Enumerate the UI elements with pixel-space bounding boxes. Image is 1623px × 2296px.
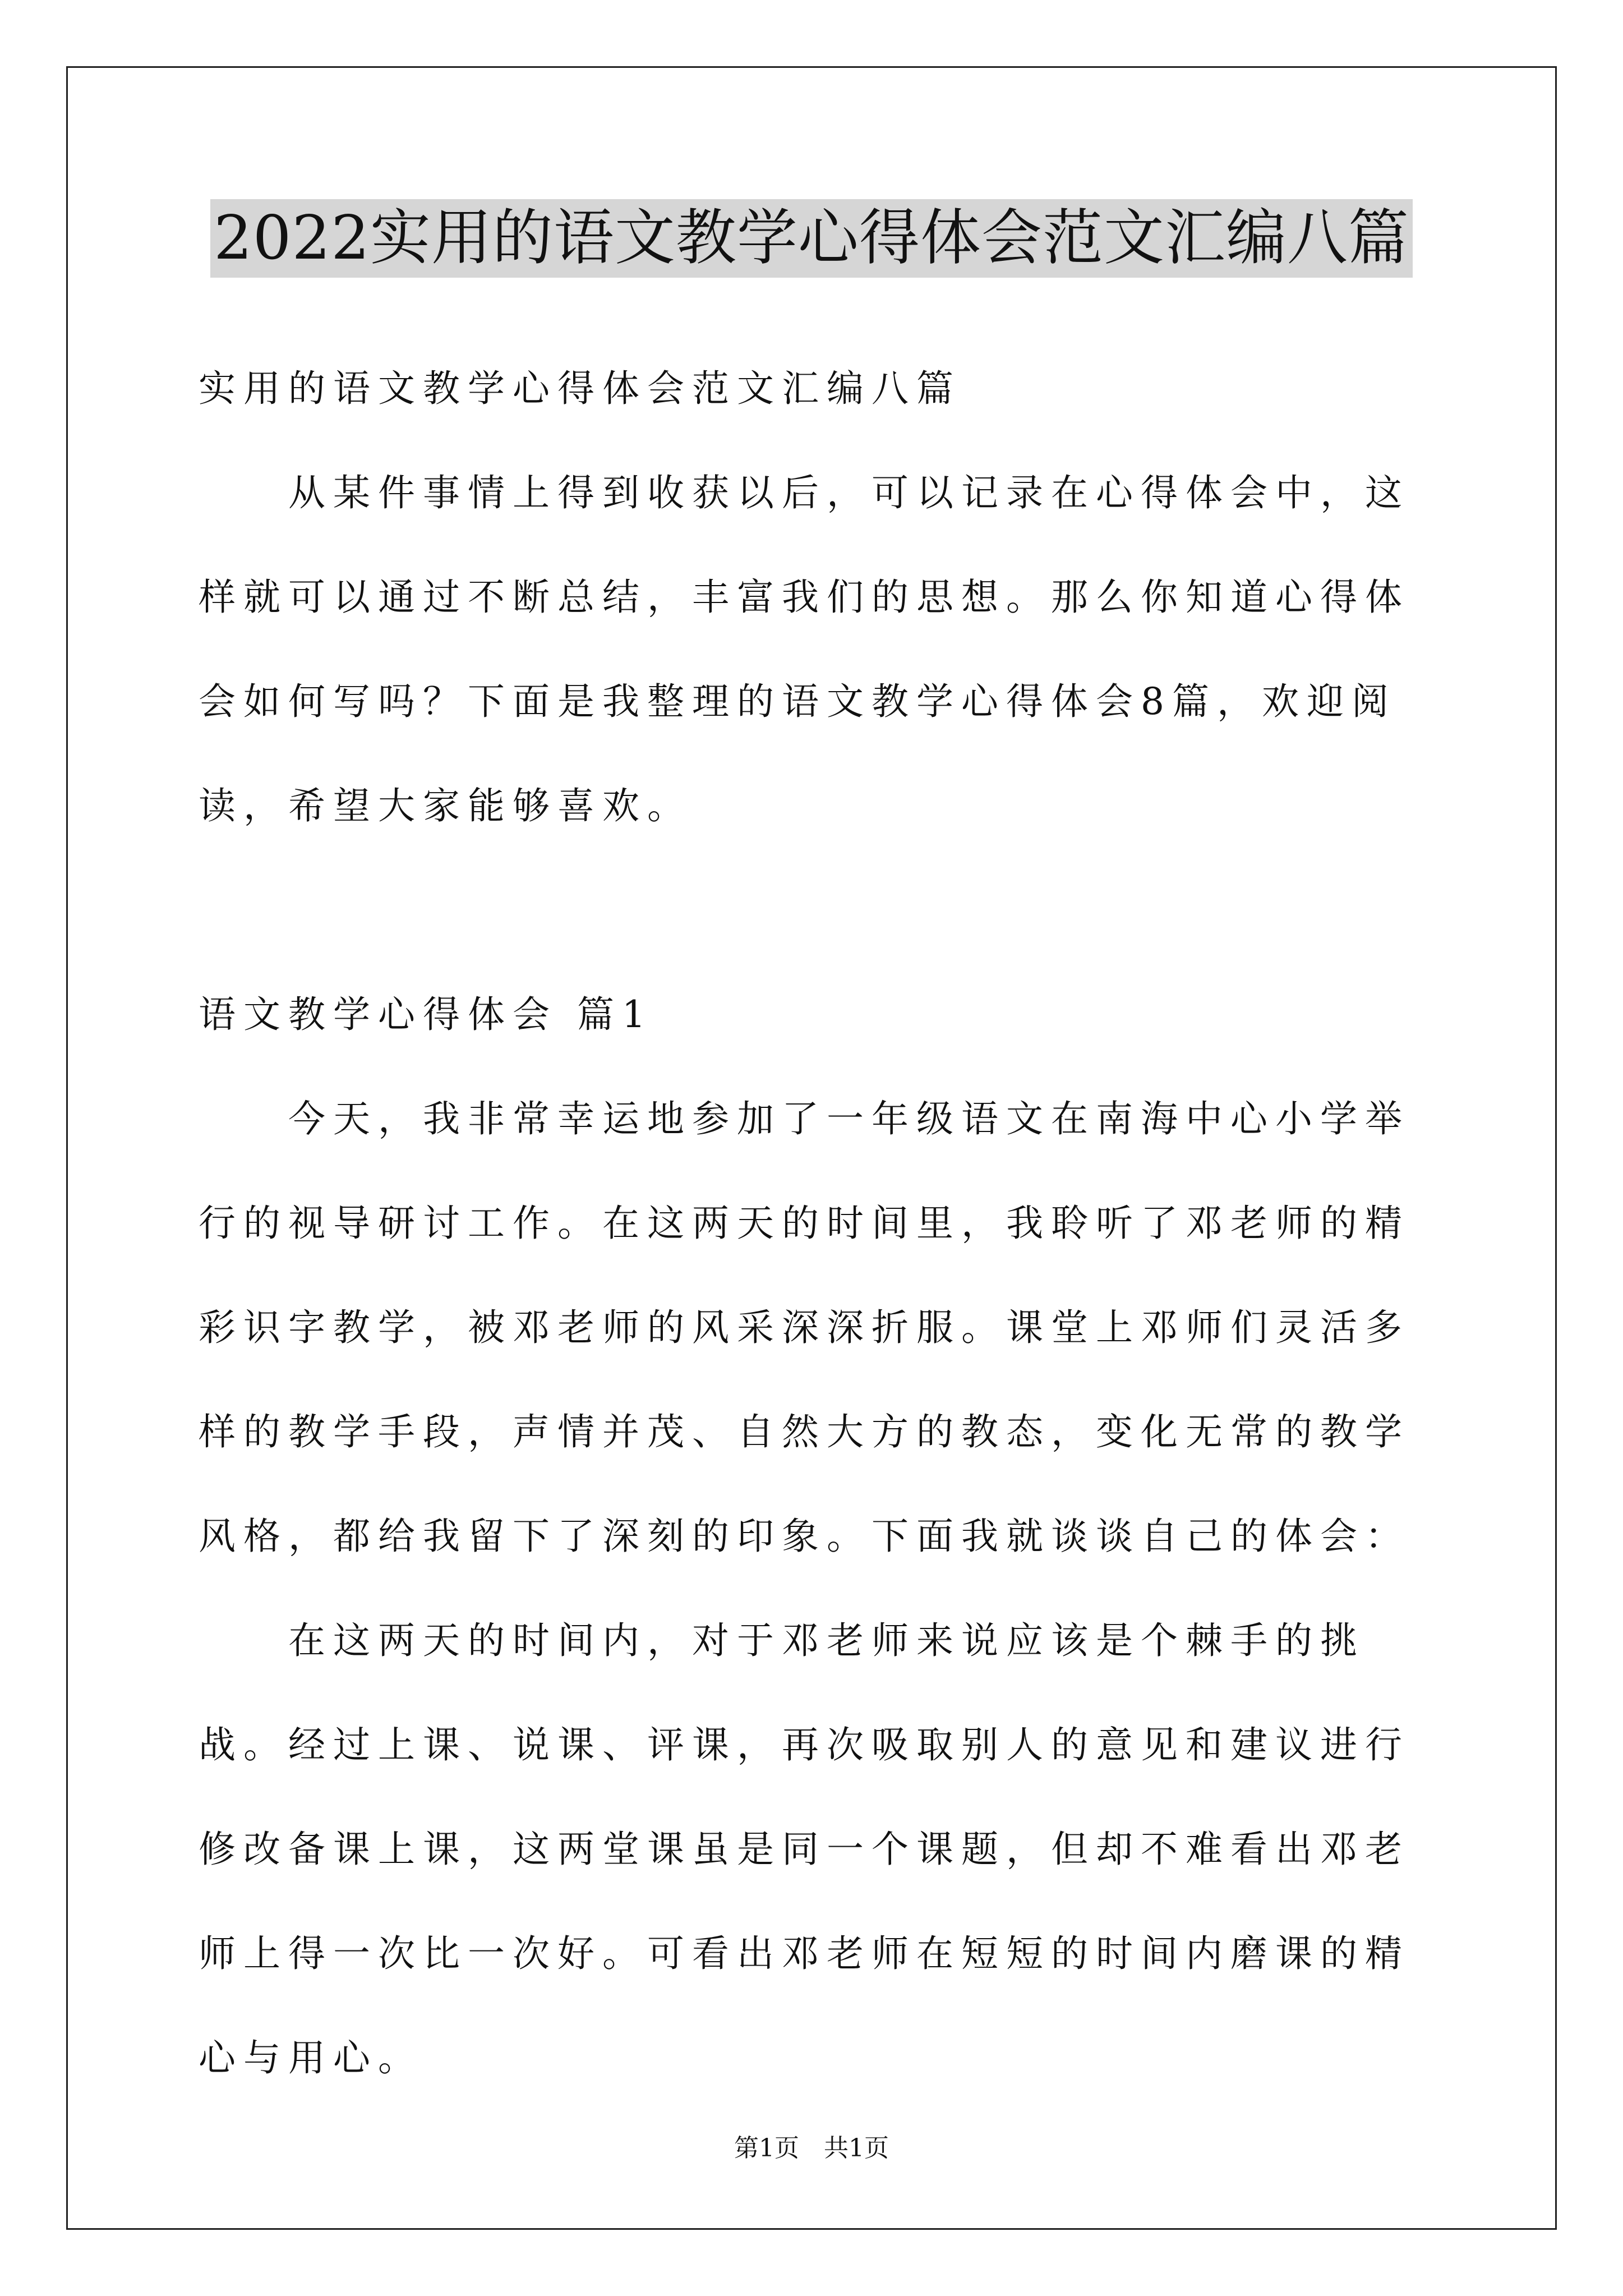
body-paragraph-2: 在这两天的时间内，对于邓老师来说应该是个棘手的挑战。经过上课、说课、评课，再次吸取别人的意见和建议进行修改备课上课，这两堂课虽是同一个课题，但却不难看出邓老师上得一次比一次好。可看出邓老师在短短的时间内磨课的精心与用心。 [199,1619,1410,2079]
intro-paragraph: 从某件事情上得到收获以后，可以记录在心得体会中，这样就可以通过不断总结，丰富我们的思想。那么你知道心得体会如何写吗？下面是我整理的语文教学心得体会8篇，欢迎阅读，希望大家能够喜欢。 [199,471,1410,827]
title-container [0,199,1623,278]
body-paragraph-1: 今天，我非常幸运地参加了一年级语文在南海中心小学举行的视导研讨工作。在这两天的时间里，我聆听了邓老师的精彩识字教学，被邓老师的风采深深折服。课堂上邓师们灵活多样的教学手段，声情并茂、自然大方的教态，变化无常的教学风格，都给我留下了深刻的印象。下面我就谈谈自己的体会： [199,1097,1410,1558]
section-heading: 语文教学心得体会 篇1 [199,993,653,1036]
page-footer: 第1页 共1页 [734,2134,889,2162]
document-body [199,337,1432,2110]
section-gap [199,858,1432,963]
document-title: 2022实用的语文教学心得体会范文汇编八篇 [210,199,1413,278]
document-subtitle: 实用的语文教学心得体会范文汇编八篇 [199,367,961,410]
